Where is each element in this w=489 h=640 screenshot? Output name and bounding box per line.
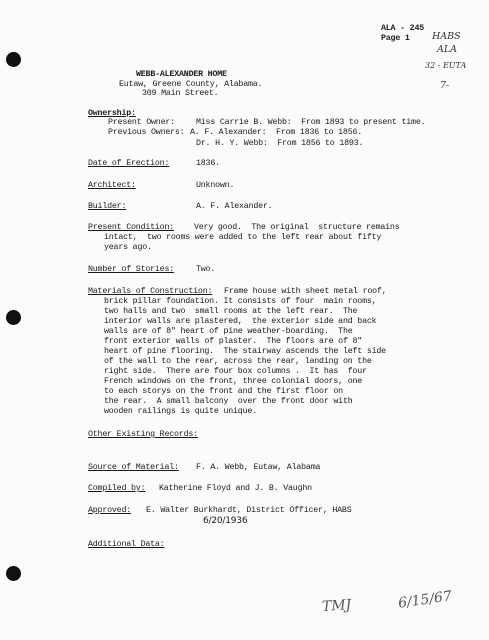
compiled-by-label: Compiled by: bbox=[88, 484, 146, 493]
building-location: Eutaw, Greene County, Alabama. bbox=[119, 80, 263, 89]
present-condition-line-1: Very good. The original structure remains bbox=[194, 223, 400, 232]
compiled-by-value: Katherine Floyd and J. B. Vaughn bbox=[159, 484, 312, 493]
materials-label: Materials of Construction: bbox=[88, 287, 213, 296]
additional-data-label: Additional Data: bbox=[88, 540, 165, 549]
source-label: Source of Material: bbox=[88, 463, 179, 472]
reviewer-initials: TMJ bbox=[321, 596, 352, 616]
habs-handwritten-2: ALA bbox=[437, 44, 458, 55]
previous-owner-1: A. F. Alexander: From 1836 to 1856. bbox=[190, 128, 363, 137]
materials-line-1: Frame house with sheet metal roof, bbox=[224, 287, 387, 296]
materials-line-10: French windows on the front, three colonial doors, one bbox=[104, 377, 363, 386]
date-of-erection-label: Date of Erection: bbox=[88, 159, 170, 168]
habs-handwritten-1: HABS bbox=[432, 31, 461, 42]
building-street: 309 Main Street. bbox=[142, 89, 219, 98]
materials-line-7: heart of pine flooring. The stairway ascends the left side bbox=[104, 347, 386, 356]
materials-line-13: wooden railings is quite unique. bbox=[104, 407, 257, 416]
materials-line-2: brick pillar foundation. It consists of four main rooms, bbox=[104, 297, 377, 306]
architect-value: Unknown. bbox=[196, 181, 235, 190]
ownership-label: Ownership: bbox=[88, 109, 136, 118]
approved-value: E. Walter Burkhardt, District Officer, HABS bbox=[146, 506, 352, 515]
habs-handwritten-4: 7- bbox=[440, 80, 450, 91]
review-date: 6/15/67 bbox=[397, 588, 453, 612]
materials-line-6: front exterior walls of plaster. The floors are of 8" bbox=[104, 337, 363, 346]
survey-reference: ALA - 245 bbox=[381, 24, 425, 33]
binder-hole-bottom bbox=[6, 566, 21, 581]
present-condition-line-3: years ago. bbox=[104, 243, 152, 252]
other-records-label: Other Existing Records: bbox=[88, 430, 198, 439]
present-condition-label: Present Condition: bbox=[88, 223, 175, 232]
materials-line-11: to each storys on the front and the first floor on bbox=[104, 387, 343, 396]
previous-owners-label: Previous Owners: bbox=[108, 128, 185, 137]
materials-line-8: of the wall to the rear, across the rear, landing on the bbox=[104, 357, 372, 366]
present-owner-label: Present Owner: bbox=[108, 118, 175, 127]
binder-hole-top bbox=[6, 52, 21, 67]
present-condition-line-2: intact, two rooms were added to the left rear about fifty bbox=[104, 233, 382, 242]
materials-line-9: right side. There are four box columns . It has four bbox=[104, 367, 367, 376]
present-owner-value: Miss Carrie B. Webb: From 1893 to present time. bbox=[196, 118, 426, 127]
approved-label: Approved: bbox=[88, 506, 132, 515]
date-of-erection-value: 1836. bbox=[196, 159, 220, 168]
page-number: Page 1 bbox=[381, 34, 410, 43]
materials-line-3: two halls and two small rooms at the left rear. The bbox=[104, 307, 358, 316]
builder-label: Builder: bbox=[88, 202, 127, 211]
materials-line-5: walls are of 8" heart of pine weather-boarding. The bbox=[104, 327, 353, 336]
binder-hole-middle bbox=[6, 310, 21, 325]
building-name: WEBB-ALEXANDER HOME bbox=[136, 70, 227, 79]
architect-label: Architect: bbox=[88, 181, 136, 190]
previous-owner-2: Dr. H. Y. Webb: From 1856 to 1893. bbox=[196, 139, 364, 148]
source-value: F. A. Webb, Eutaw, Alabama bbox=[196, 463, 321, 472]
number-of-stories-value: Two. bbox=[196, 265, 216, 274]
builder-value: A. F. Alexander. bbox=[196, 202, 273, 211]
number-of-stories-label: Number of Stories: bbox=[88, 265, 175, 274]
materials-line-4: interior walls are plastered, the exterior side and back bbox=[104, 317, 377, 326]
habs-handwritten-3: 32 - EUTA bbox=[425, 61, 467, 70]
materials-line-12: the rear. A small balcony over the front door with bbox=[104, 397, 353, 406]
approved-date: 6/20/1936 bbox=[203, 516, 248, 526]
